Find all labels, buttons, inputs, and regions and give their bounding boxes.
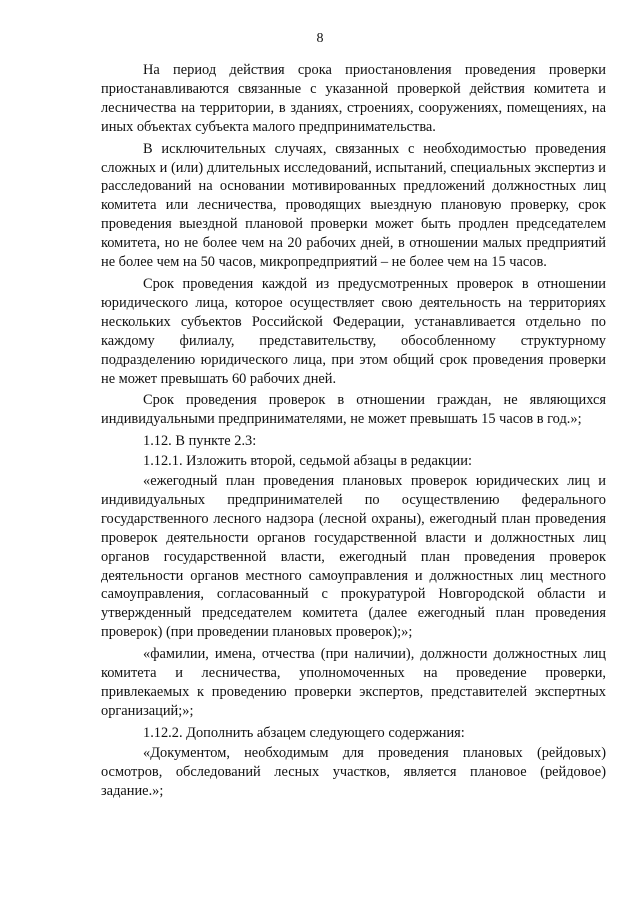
paragraph-clause-1-12: 1.12. В пункте 2.3: bbox=[143, 433, 257, 450]
paragraph-officials-names: «фамилии, имена, отчества (при наличии), должности должностных лиц комитета и лесничества, уполномоченных на проведение проверки, привлекаемых к проведению проверки экспертов, представителей экспертных организаций;»; bbox=[101, 646, 606, 719]
paragraph-annual-plan: «ежегодный план проведения плановых проверок юридических лиц и индивидуальных предпринимателей по осуществлению федерального государственного лесного надзора (лесной охраны), ежегодный план проведения проверок деятельности органов государственной власти и должностных лиц органов государственной власти, ежегодный план проведения проверок деятельности органов местного самоуправления и должностных лиц местного самоуправления, согласованный с прокуратурой Новгородской области и утвержденный председателем комитета (далее ежегодный план проведения проверок) (при проведении плановых проверок);»; bbox=[101, 473, 606, 641]
paragraph-clause-1-12-2: 1.12.2. Дополнить абзацем следующего содержания: bbox=[143, 724, 465, 741]
page-number: 8 bbox=[316, 31, 324, 46]
paragraph-citizens-limit: Срок проведения проверок в отношении граждан, не являющихся индивидуальными предпринимателями, не может превышать 15 часов в год.»; bbox=[101, 392, 606, 428]
paragraph-multiple-regions: Срок проведения каждой из предусмотренных проверок в отношении юридического лица, которое осуществляет свою деятельность на территориях нескольких субъектов Российской Федерации, устанавливается отдельно по каждому филиалу, представительству, обособленному структурному подразделению юридического лица, при этом общий срок проведения проверки не может превышать 60 рабочих дней. bbox=[101, 275, 606, 387]
paragraph-raid-task: «Документом, необходимым для проведения плановых (рейдовых) осмотров, обследований лесных участков, является плановое (рейдовое) задание.»; bbox=[101, 744, 606, 799]
document-body bbox=[101, 61, 606, 803]
paragraph-suspension-actions: На период действия срока приостановления проведения проверки приостанавливаются связанные с указанной проверкой действия комитета и лесничества на территории, в зданиях, строениях, сооружениях, помещениях, на иных объектах субъекта малого предпринимательства. bbox=[101, 62, 606, 135]
paragraph-extension-exceptional: В исключительных случаях, связанных с необходимостью проведения сложных и (или) длительных исследований, испытаний, специальных экспертиз и расследований на основании мотивированных предложений должностных лиц комитета или лесничества, проводящих выездную плановую проверку, срок проведения выездной плановой проверки может быть продлен председателем комитета, но не более чем на 20 рабочих дней, в отношении малых предприятий не более чем на 50 часов, микропредприятий – не более чем на 15 часов. bbox=[101, 140, 606, 271]
paragraph-clause-1-12-1: 1.12.1. Изложить второй, седьмой абзацы в редакции: bbox=[143, 453, 472, 470]
